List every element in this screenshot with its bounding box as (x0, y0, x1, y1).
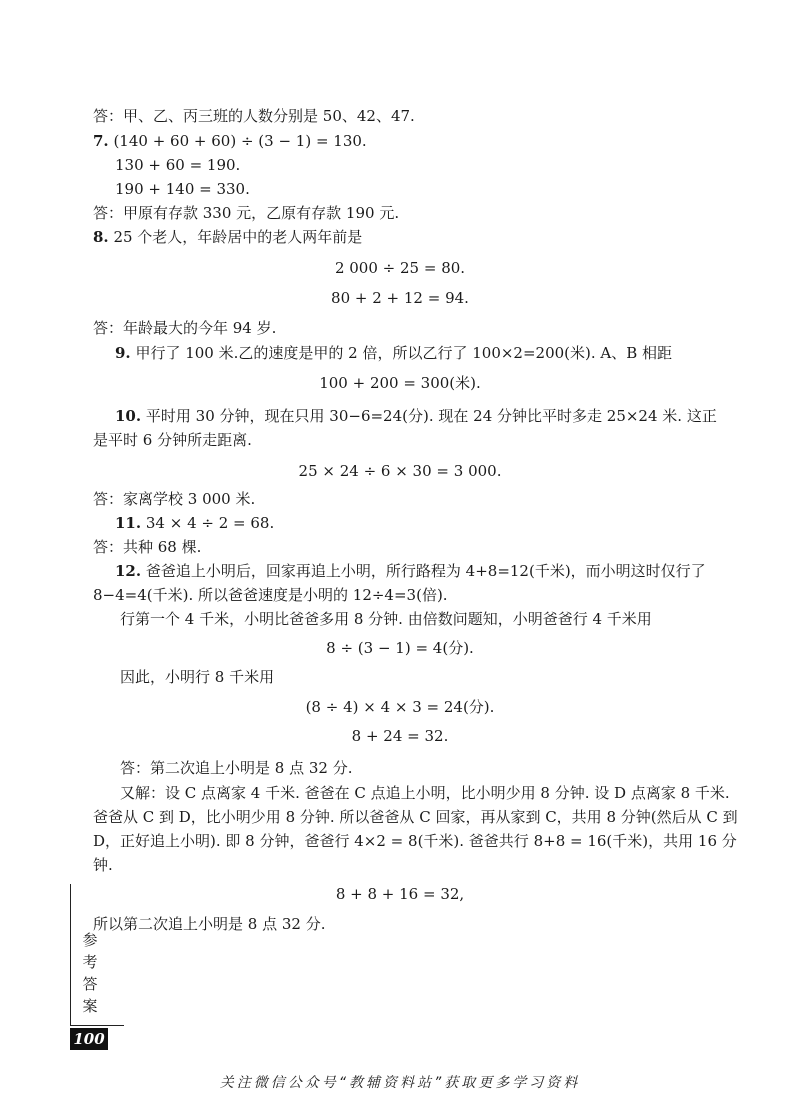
problem-11 (115, 513, 274, 533)
problem-number: 11. (115, 514, 142, 532)
section-label-char: 答 (82, 975, 98, 993)
alt-solution-text: 爸爸从 C 到 D，比小明少用 8 分钟. 所以爸爸从 C 回家，再从家到 C，共用 8 分钟(然后从 C 到 (93, 808, 738, 826)
answer-line: 所以第二次追上小明是 8 点 32 分. (93, 915, 326, 933)
section-label-char: 参 (82, 931, 98, 949)
answer-line: 答：共种 68 棵. (93, 538, 202, 556)
alt-solution-text: 钟. (93, 856, 113, 874)
equation: 130 + 60 = 190. (115, 156, 241, 174)
problem-text: 是平时 6 分钟所走距离. (93, 431, 252, 449)
section-label (80, 929, 100, 1017)
problem-9 (115, 343, 672, 363)
problem-text: 因此，小明行 8 千米用 (120, 668, 275, 686)
problem-text: 行第一个 4 千米，小明比爸爸多用 8 分钟. 由倍数问题知，小明爸爸行 4 千米用 (120, 610, 652, 628)
problem-text: 爸爸追上小明后，回家再追上小明，所行路程为 4+8=12(千米)，而小明这时仅行了 (145, 562, 706, 580)
problem-8 (93, 227, 362, 247)
problem-text: 8−4=4(千米). 所以爸爸速度是小明的 12÷4=3(倍). (93, 586, 448, 604)
answer-line: 答：甲、乙、丙三班的人数分别是 50、42、47. (93, 107, 415, 125)
equation: 2 000 ÷ 25 = 80. (334, 259, 466, 277)
problem-number: 10. (115, 407, 142, 425)
equation: 8 ÷ (3 − 1) = 4(分). (326, 639, 474, 657)
answer-line: 答：家离学校 3 000 米. (93, 490, 256, 508)
equation: 8 + 8 + 16 = 32, (335, 885, 465, 903)
equation: (140 + 60 + 60) ÷ (3 − 1) = 130. (113, 132, 367, 150)
equation: 80 + 2 + 12 = 94. (331, 289, 469, 307)
equation: 190 + 140 = 330. (115, 180, 250, 198)
problem-number: 9. (115, 344, 131, 362)
sidebar-rule (70, 884, 71, 1025)
equation: (8 ÷ 4) × 4 × 3 = 24(分). (305, 698, 495, 716)
section-label-char: 考 (82, 953, 98, 971)
answer-line: 答：第二次追上小明是 8 点 32 分. (120, 759, 353, 777)
sidebar-rule (70, 1025, 124, 1026)
problem-text: 平时用 30 分钟，现在只用 30−6=24(分). 现在 24 分钟比平时多走 25×24 米. 这正 (145, 407, 717, 425)
answer-line: 答：年龄最大的今年 94 岁. (93, 319, 277, 337)
problem-number: 8. (93, 228, 109, 246)
problem-text: 甲行了 100 米.乙的速度是甲的 2 倍，所以乙行了 100×2=200(米). A、B 相距 (135, 344, 673, 362)
problem-number: 12. (115, 562, 142, 580)
equation: 34 × 4 ÷ 2 = 68. (145, 514, 275, 532)
equation: 100 + 200 = 300(米). (319, 374, 481, 392)
page-number: 100 (70, 1028, 108, 1050)
answer-line: 答：甲原有存款 330 元，乙原有存款 190 元. (93, 204, 400, 222)
footer-watermark: 关注微信公众号“教辅资料站”获取更多学习资料 (219, 1075, 581, 1091)
problem-number: 7. (93, 132, 109, 150)
problem-10 (115, 406, 717, 426)
problem-7 (93, 131, 367, 151)
problem-text: 25 个老人，年龄居中的老人两年前是 (113, 228, 363, 246)
problem-12 (115, 561, 706, 581)
equation: 8 + 24 = 32. (351, 727, 449, 745)
alt-solution-text: D，正好追上小明). 即 8 分钟，爸爸行 4×2 = 8(千米). 爸爸共行 8+8 = 16(千米)，共用 16 分 (93, 832, 737, 850)
equation: 25 × 24 ÷ 6 × 30 = 3 000. (298, 462, 502, 480)
section-label-char: 案 (82, 997, 98, 1015)
alt-solution-text: 又解：设 C 点离家 4 千米. 爸爸在 C 点追上小明，比小明少用 8 分钟. 设 D 点离家 8 千米. (120, 784, 730, 802)
